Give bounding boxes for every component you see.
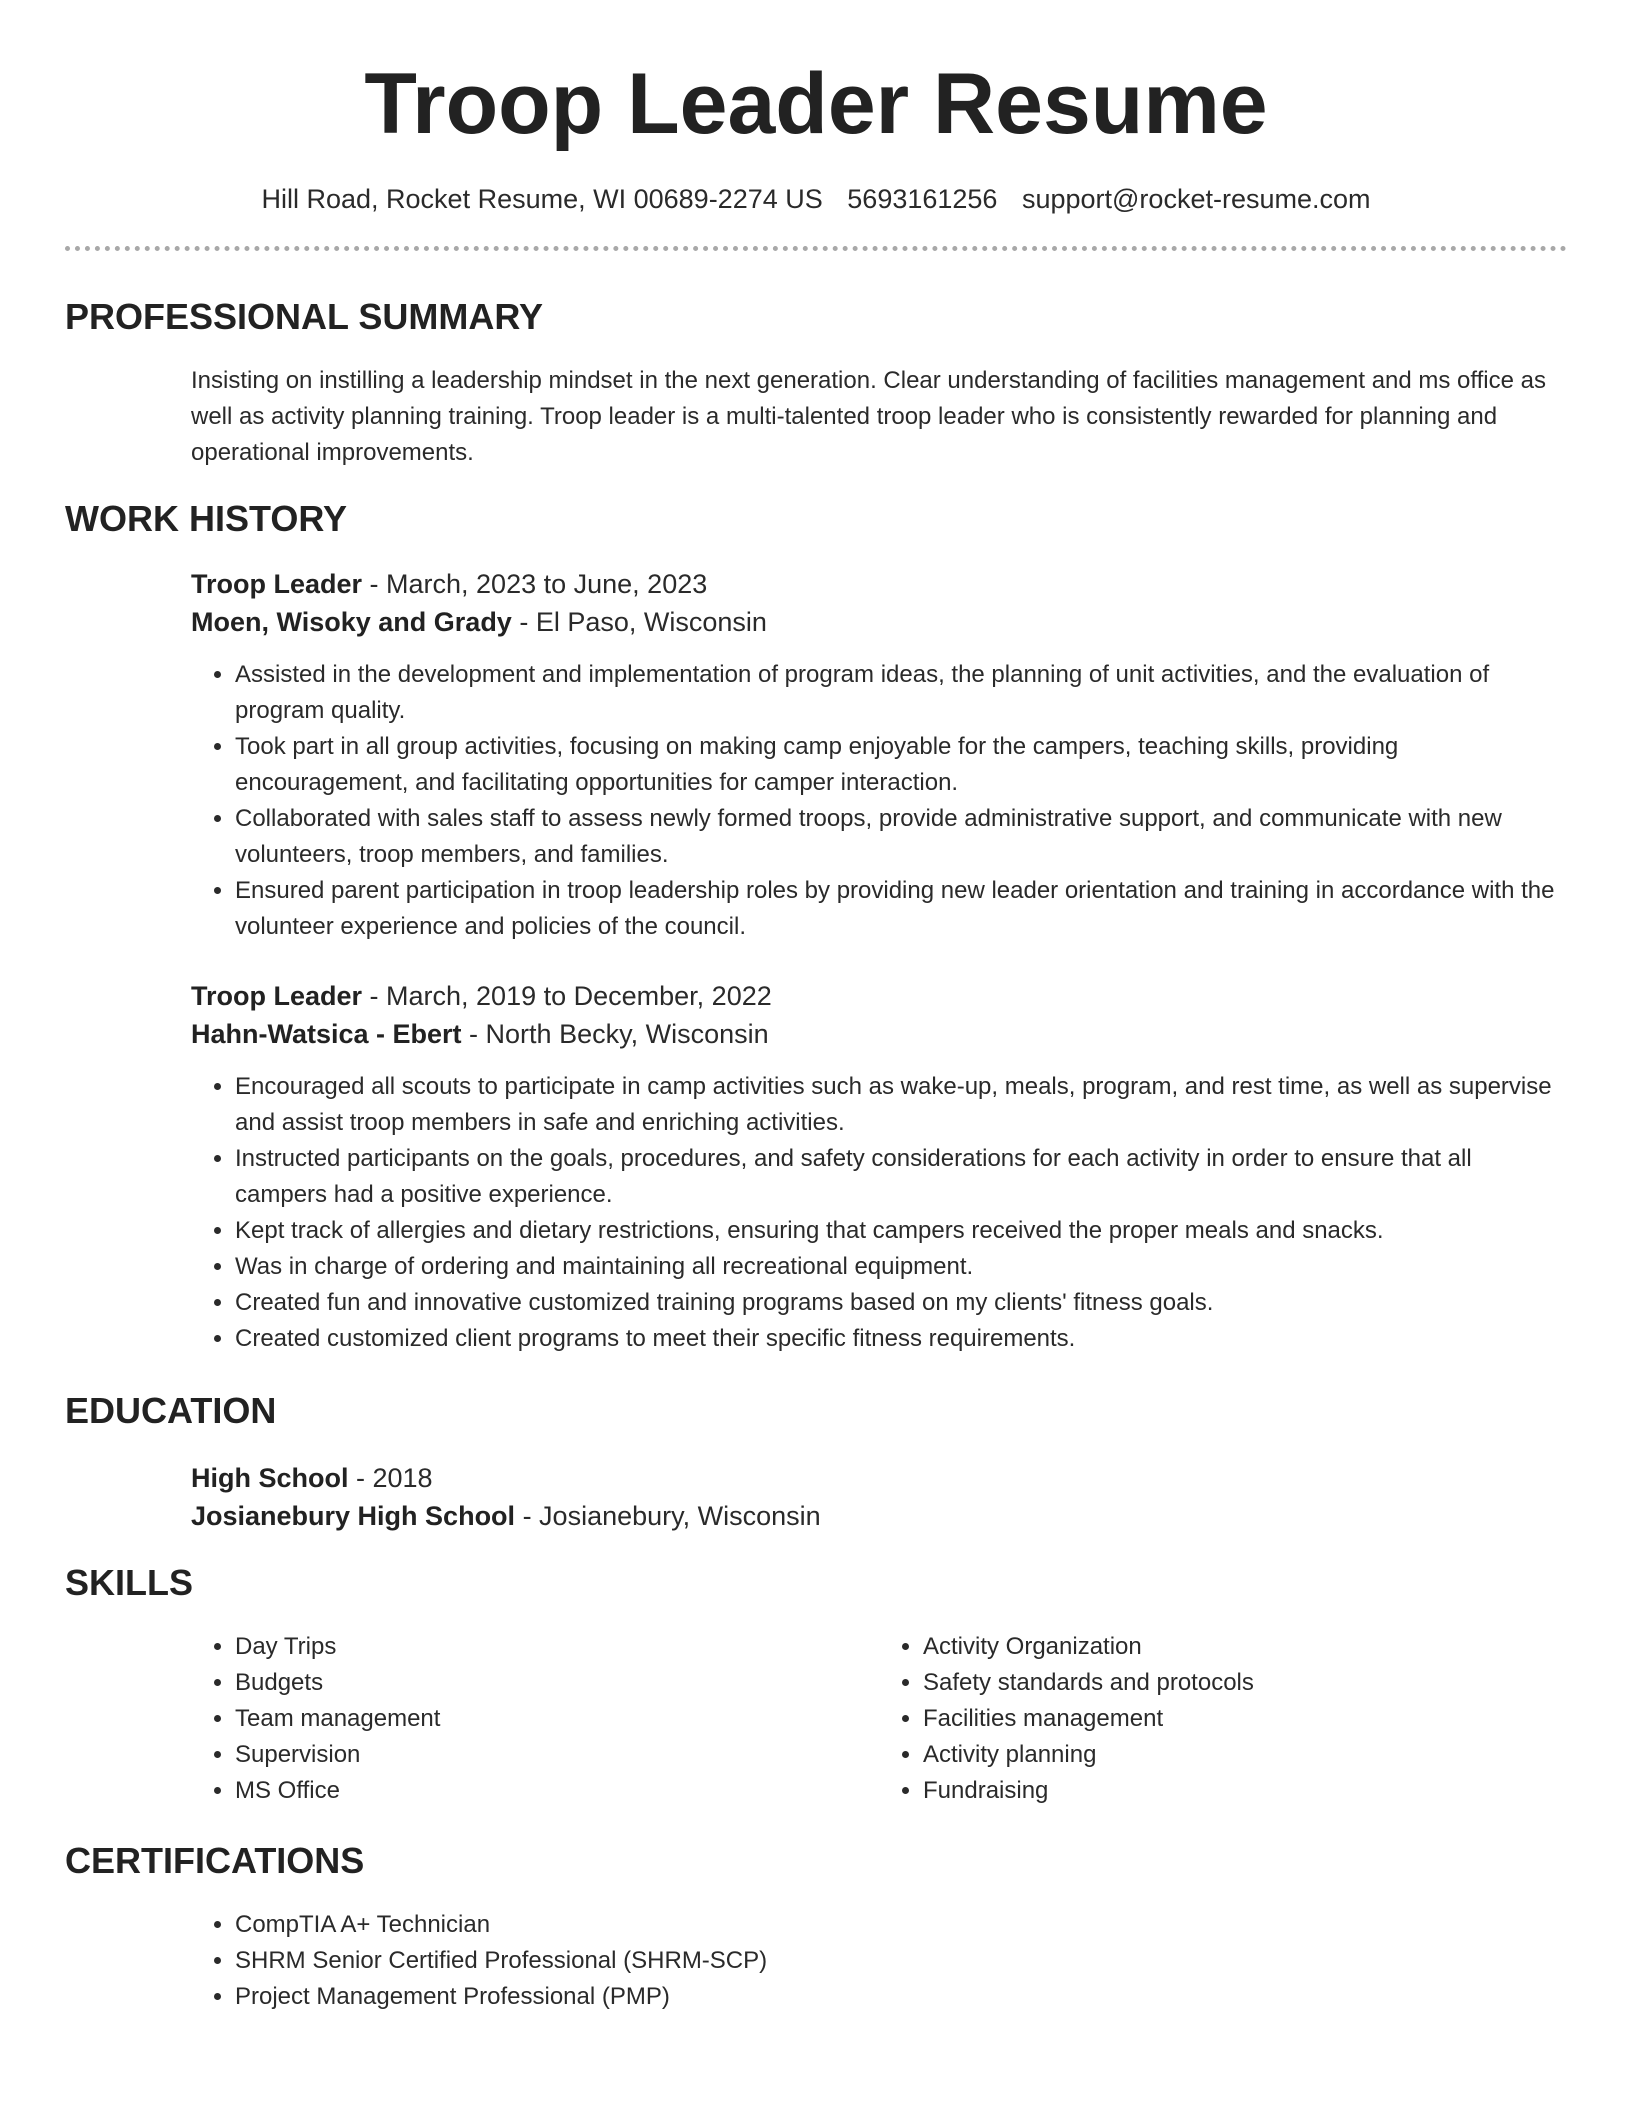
job-entry-1 bbox=[191, 565, 1567, 945]
job-bullets bbox=[191, 657, 1567, 945]
summary-text: Insisting on instilling a leadership mindset in the next generation. Clear understanding of facilities management and ms office as well as activity planning training. Troop leader is a multi-talented troop leader who is consistently rewarded for planning and operational improvements. bbox=[191, 367, 1547, 466]
contact-line bbox=[65, 182, 1567, 216]
list-item: • Team management bbox=[235, 1701, 879, 1737]
list-item: • Day Trips bbox=[235, 1629, 879, 1665]
job-title: Troop Leader bbox=[191, 569, 363, 599]
list-item: • Created customized client programs to meet their specific fitness requirements. bbox=[235, 1321, 1567, 1357]
education-year: - 2018 bbox=[348, 1463, 433, 1493]
job-title-line bbox=[191, 977, 1567, 1015]
list-item: • Took part in all group activities, focusing on making camp enjoyable for the campers, teaching skills, providing encouragement, and facilitating opportunities for camper interaction. bbox=[235, 729, 1567, 801]
header-divider bbox=[65, 246, 1567, 251]
education-school: Josianebury High School bbox=[191, 1501, 516, 1531]
job-location: - North Becky, Wisconsin bbox=[461, 1019, 769, 1049]
list-item: • Budgets bbox=[235, 1665, 879, 1701]
education-entry bbox=[191, 1459, 1567, 1535]
skills-grid bbox=[191, 1629, 1567, 1809]
education-location: - Josianebury, Wisconsin bbox=[515, 1501, 821, 1531]
list-item: • Was in charge of ordering and maintaining all recreational equipment. bbox=[235, 1249, 1567, 1285]
job-title: Troop Leader bbox=[191, 981, 363, 1011]
contact-email: support@rocket-resume.com bbox=[1021, 184, 1371, 214]
list-item: • Safety standards and protocols bbox=[923, 1665, 1567, 1701]
list-item: • Activity Organization bbox=[923, 1629, 1567, 1665]
list-item: • SHRM Senior Certified Professional (SHRM-SCP) bbox=[235, 1943, 1567, 1979]
education-degree-line bbox=[191, 1459, 1567, 1497]
section-heading-summary: PROFESSIONAL SUMMARY bbox=[65, 296, 544, 337]
list-item: • Kept track of allergies and dietary restrictions, ensuring that campers received the proper meals and snacks. bbox=[235, 1213, 1567, 1249]
section-heading-work-history: WORK HISTORY bbox=[65, 498, 348, 539]
contact-phone: 5693161256 bbox=[847, 184, 998, 214]
job-bullets bbox=[191, 1069, 1567, 1357]
skills-column-right bbox=[879, 1629, 1567, 1809]
list-item: • Instructed participants on the goals, procedures, and safety considerations for each activity in order to ensure that all campers had a positive experience. bbox=[235, 1141, 1567, 1213]
list-item: • Encouraged all scouts to participate in camp activities such as wake-up, meals, program, and rest time, as well as supervise and assist troop members in safe and enriching activities. bbox=[235, 1069, 1567, 1141]
job-dates: - March, 2023 to June, 2023 bbox=[362, 569, 708, 599]
section-heading-certifications: CERTIFICATIONS bbox=[65, 1840, 365, 1881]
certifications-list bbox=[191, 1907, 1567, 2015]
list-item: • Facilities management bbox=[923, 1701, 1567, 1737]
job-title-line bbox=[191, 565, 1567, 603]
education-school-line bbox=[191, 1497, 1567, 1535]
list-item: • Supervision bbox=[235, 1737, 879, 1773]
list-item: • Fundraising bbox=[923, 1773, 1567, 1809]
resume-title: Troop Leader Resume bbox=[364, 56, 1268, 152]
section-heading-education: EDUCATION bbox=[65, 1390, 277, 1431]
list-item: • Activity planning bbox=[923, 1737, 1567, 1773]
certifications-bullets bbox=[191, 1907, 1567, 2015]
job-entry-2 bbox=[191, 977, 1567, 1357]
skills-column-left bbox=[191, 1629, 879, 1809]
job-dates: - March, 2019 to December, 2022 bbox=[362, 981, 772, 1011]
list-item: • Project Management Professional (PMP) bbox=[235, 1979, 1567, 2015]
section-heading-skills: SKILLS bbox=[65, 1562, 194, 1603]
job-company: Moen, Wisoky and Grady bbox=[191, 607, 512, 637]
list-item: • Collaborated with sales staff to assess newly formed troops, provide administrative support, and communicate with new volunteers, troop members, and families. bbox=[235, 801, 1567, 873]
job-company-line bbox=[191, 603, 1567, 641]
list-item: • MS Office bbox=[235, 1773, 879, 1809]
contact-address: Hill Road, Rocket Resume, WI 00689-2274 US bbox=[261, 184, 823, 214]
education-degree: High School bbox=[191, 1463, 349, 1493]
list-item: • Created fun and innovative customized training programs based on my clients' fitness goals. bbox=[235, 1285, 1567, 1321]
skills-list bbox=[191, 1629, 1567, 1809]
job-company-line bbox=[191, 1015, 1567, 1053]
list-item: • Assisted in the development and implementation of program ideas, the planning of unit activities, and the evaluation of program quality. bbox=[235, 657, 1567, 729]
job-company: Hahn-Watsica - Ebert bbox=[191, 1019, 462, 1049]
list-item: • CompTIA A+ Technician bbox=[235, 1907, 1567, 1943]
job-location: - El Paso, Wisconsin bbox=[511, 607, 767, 637]
list-item: • Ensured parent participation in troop leadership roles by providing new leader orientation and training in accordance with the volunteer experience and policies of the council. bbox=[235, 873, 1567, 945]
